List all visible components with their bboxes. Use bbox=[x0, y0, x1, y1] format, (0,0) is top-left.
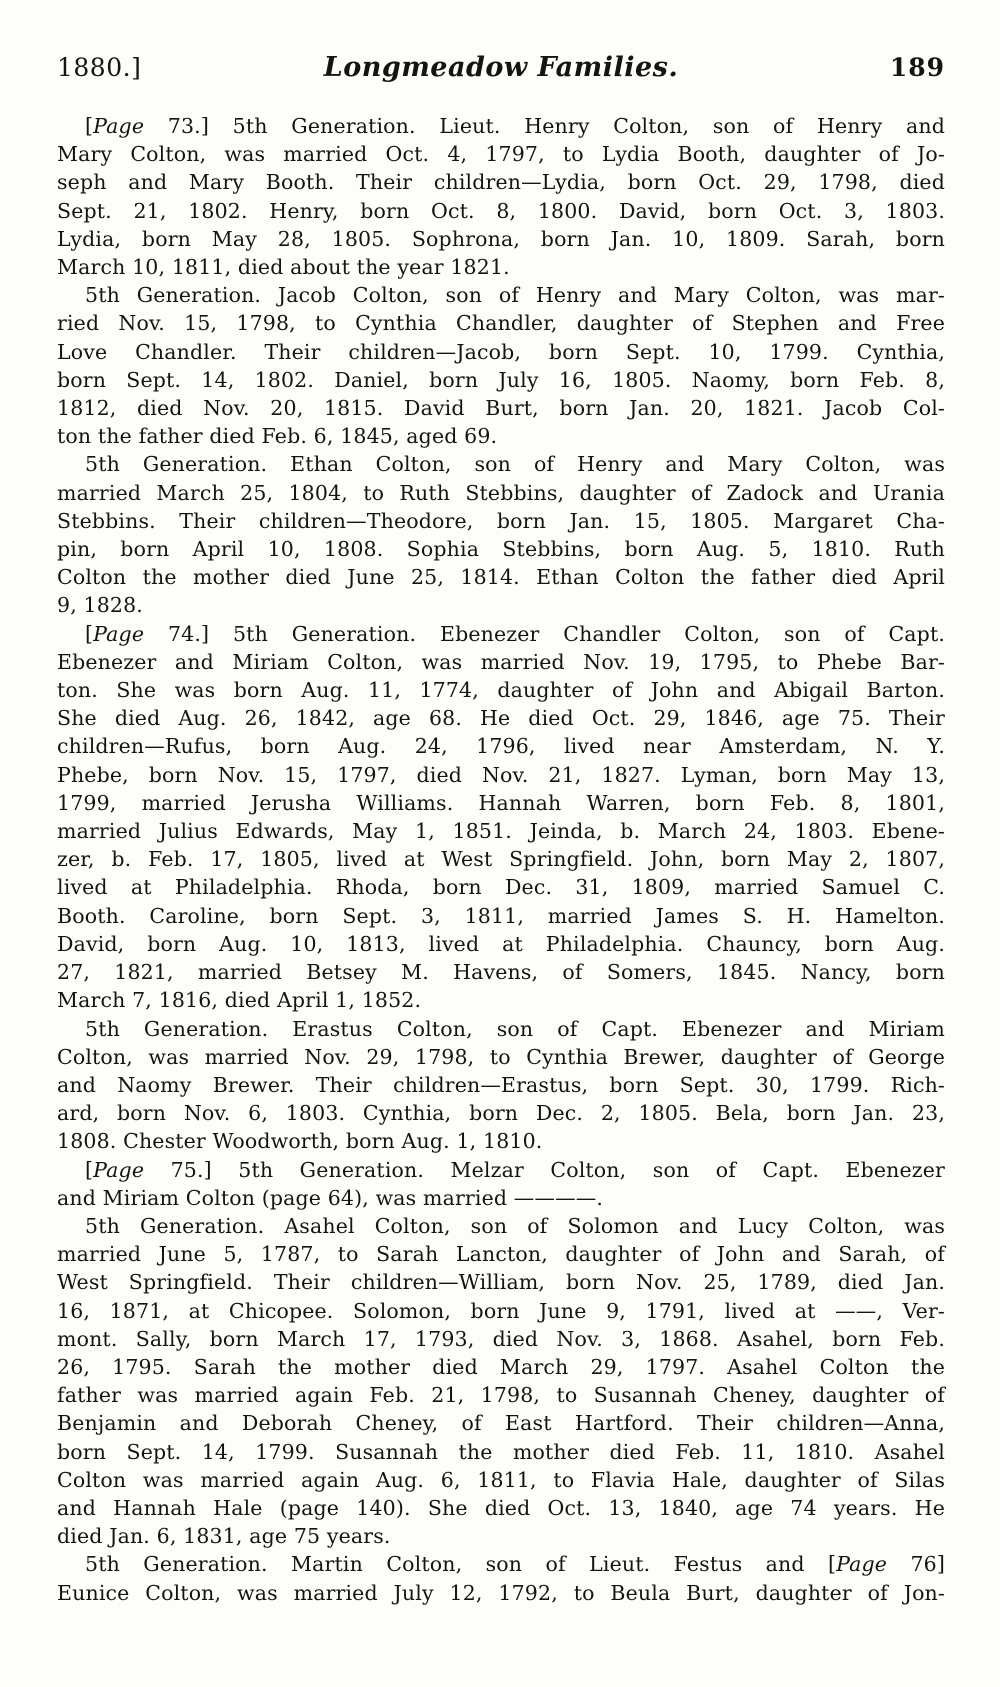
text-line: 5th Generation. Martin Colton, son of Lieut. Festus and [Page 76] bbox=[85, 1552, 945, 1577]
text-line: 5th Generation. Erastus Colton, son of Capt. Ebenezer and Miriam bbox=[85, 1016, 945, 1041]
text-line: She died Aug. 26, 1842, age 68. He died Oct. 29, 1846, age 75. Their bbox=[57, 706, 945, 731]
text-block bbox=[57, 112, 945, 1607]
text-line: lived at Philadelphia. Rhoda, born Dec. 31, 1809, married Samuel C. bbox=[57, 875, 945, 900]
paragraph bbox=[57, 112, 945, 281]
text-line: 9, 1828. bbox=[57, 593, 143, 618]
text-line: 1812, died Nov. 20, 1815. David Burt, born Jan. 20, 1821. Jacob Col- bbox=[57, 396, 945, 421]
page-header bbox=[57, 52, 945, 83]
text-line: ard, born Nov. 6, 1803. Cynthia, born Dec. 2, 1805. Bela, born Jan. 23, bbox=[57, 1101, 945, 1126]
paragraph bbox=[57, 620, 945, 1015]
text-line: Love Chandler. Their children—Jacob, born Sept. 10, 1799. Cynthia, bbox=[57, 339, 945, 364]
text-line: born Sept. 14, 1802. Daniel, born July 16, 1805. Naomy, born Feb. 8, bbox=[57, 367, 945, 392]
text-line: 5th Generation. Ethan Colton, son of Henry and Mary Colton, was bbox=[85, 452, 945, 477]
text-line: [Page 74.] 5th Generation. Ebenezer Chandler Colton, son of Capt. bbox=[85, 621, 945, 646]
text-line: 5th Generation. Jacob Colton, son of Henry and Mary Colton, was mar- bbox=[85, 283, 945, 308]
text-line: Ebenezer and Miriam Colton, was married Nov. 19, 1795, to Phebe Bar- bbox=[57, 649, 945, 674]
text-line: pin, born April 10, 1808. Sophia Stebbins, born Aug. 5, 1810. Ruth bbox=[57, 537, 945, 562]
text-line: died Jan. 6, 1831, age 75 years. bbox=[57, 1524, 391, 1549]
text-line: children—Rufus, born Aug. 24, 1796, lived near Amsterdam, N. Y. bbox=[57, 734, 945, 759]
text-line: Stebbins. Their children—Theodore, born Jan. 15, 1805. Margaret Cha- bbox=[57, 508, 945, 533]
paragraph bbox=[57, 1212, 945, 1550]
text-line: Lydia, born May 28, 1805. Sophrona, born Jan. 10, 1809. Sarah, born bbox=[57, 226, 945, 251]
text-line: ton. She was born Aug. 11, 1774, daughter of John and Abigail Barton. bbox=[57, 678, 945, 703]
text-line: Colton, was married Nov. 29, 1798, to Cynthia Brewer, daughter of George bbox=[57, 1044, 945, 1069]
text-line: zer, b. Feb. 17, 1805, lived at West Springfield. John, born May 2, 1807, bbox=[57, 847, 945, 872]
text-line: married March 25, 1804, to Ruth Stebbins, daughter of Zadock and Urania bbox=[57, 480, 945, 505]
text-line: ried Nov. 15, 1798, to Cynthia Chandler, daughter of Stephen and Free bbox=[57, 311, 945, 336]
text-line: Eunice Colton, was married July 12, 1792, to Beula Burt, daughter of Jon- bbox=[57, 1580, 945, 1605]
text-line: March 10, 1811, died about the year 1821. bbox=[57, 255, 510, 280]
page-title: Longmeadow Families. bbox=[323, 52, 679, 83]
text-line: mont. Sally, born March 17, 1793, died Nov. 3, 1868. Asahel, born Feb. bbox=[57, 1326, 945, 1351]
text-line: Booth. Caroline, born Sept. 3, 1811, married James S. H. Hamelton. bbox=[57, 903, 945, 928]
text-line: 26, 1795. Sarah the mother died March 29, 1797. Asahel Colton the bbox=[57, 1354, 945, 1379]
text-line: ton the father died Feb. 6, 1845, aged 69. bbox=[57, 424, 498, 449]
text-line: and Miriam Colton (page 64), was married ————. bbox=[57, 1185, 604, 1210]
text-line: West Springfield. Their children—William, born Nov. 25, 1789, died Jan. bbox=[57, 1270, 945, 1295]
text-line: 27, 1821, married Betsey M. Havens, of Somers, 1845. Nancy, born bbox=[57, 960, 945, 985]
text-line: [Page 75.] 5th Generation. Melzar Colton, son of Capt. Ebenezer bbox=[85, 1157, 945, 1182]
text-line: and Naomy Brewer. Their children—Erastus, born Sept. 30, 1799. Rich- bbox=[57, 1072, 945, 1097]
paragraph bbox=[57, 1015, 945, 1156]
text-line: 1799, married Jerusha Williams. Hannah Warren, born Feb. 8, 1801, bbox=[57, 790, 945, 815]
text-line: Mary Colton, was married Oct. 4, 1797, to Lydia Booth, daughter of Jo- bbox=[57, 142, 945, 167]
text-line: Colton was married again Aug. 6, 1811, to Flavia Hale, daughter of Silas bbox=[57, 1467, 945, 1492]
text-line: 5th Generation. Asahel Colton, son of Solomon and Lucy Colton, was bbox=[85, 1213, 945, 1238]
paragraph bbox=[57, 1156, 945, 1212]
text-line: born Sept. 14, 1799. Susannah the mother died Feb. 11, 1810. Asahel bbox=[57, 1439, 945, 1464]
paragraph bbox=[57, 450, 945, 619]
text-line: Phebe, born Nov. 15, 1797, died Nov. 21, 1827. Lyman, born May 13, bbox=[57, 762, 945, 787]
header-page-number: 189 bbox=[889, 53, 945, 82]
text-line: [Page 73.] 5th Generation. Lieut. Henry Colton, son of Henry and bbox=[85, 114, 945, 138]
text-line: David, born Aug. 10, 1813, lived at Philadelphia. Chauncy, born Aug. bbox=[57, 931, 945, 956]
paragraph bbox=[57, 281, 945, 450]
text-line: Sept. 21, 1802. Henry, born Oct. 8, 1800. David, born Oct. 3, 1803. bbox=[57, 198, 945, 223]
paragraph bbox=[57, 1550, 945, 1606]
text-line: 1808. Chester Woodworth, born Aug. 1, 1810. bbox=[57, 1129, 543, 1154]
text-line: seph and Mary Booth. Their children—Lydia, born Oct. 29, 1798, died bbox=[57, 170, 945, 195]
header-year: 1880.] bbox=[57, 53, 142, 82]
text-line: married Julius Edwards, May 1, 1851. Jeinda, b. March 24, 1803. Ebene- bbox=[57, 819, 945, 844]
text-line: Colton the mother died June 25, 1814. Ethan Colton the father died April bbox=[57, 565, 945, 590]
text-line: 16, 1871, at Chicopee. Solomon, born June 9, 1791, lived at ——, Ver- bbox=[57, 1298, 945, 1323]
text-line: Benjamin and Deborah Cheney, of East Hartford. Their children—Anna, bbox=[57, 1411, 945, 1436]
text-line: and Hannah Hale (page 140). She died Oct. 13, 1840, age 74 years. He bbox=[57, 1495, 945, 1520]
text-line: March 7, 1816, died April 1, 1852. bbox=[57, 988, 422, 1013]
text-line: father was married again Feb. 21, 1798, to Susannah Cheney, daughter of bbox=[57, 1383, 945, 1408]
text-line: married June 5, 1787, to Sarah Lancton, daughter of John and Sarah, of bbox=[57, 1242, 945, 1267]
